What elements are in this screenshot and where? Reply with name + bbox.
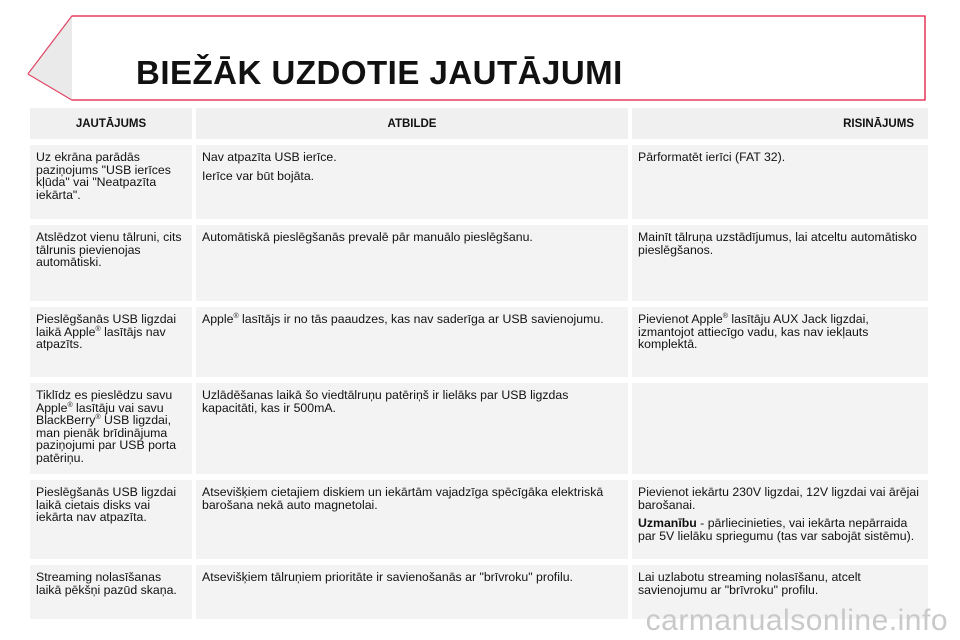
solution-cell: Pievienot Apple® lasītāju AUX Jack ligzdai, izmantojot attiecīgo vadu, kas nav iekļauts komplektā. — [630, 304, 928, 380]
solution-text: Pārformatēt ierīci (FAT 32). — [638, 150, 786, 164]
question-cell: Pieslēgšanās USB ligzdai laikā cietais disks vai iekārta nav atpazīta. — [30, 477, 194, 562]
faq-table — [30, 108, 928, 625]
answer-text: Nav atpazīta USB ierīce. — [202, 150, 337, 164]
answer-text: Ierīce var būt bojāta. — [202, 168, 315, 183]
table-row — [30, 380, 928, 477]
answer-text: Uzlādēšanas laikā šo viedtālruņu patēriņš ir lielāks par USB ligzdas kapacitāti, kas ir 500mA. — [202, 388, 569, 415]
page-title: BIEŽĀK UZDOTIE JAUTĀJUMI — [136, 54, 623, 91]
answer-cell — [194, 222, 630, 304]
question-cell: Pieslēgšanās USB ligzdai laikā Apple® lasītājs nav atpazīts. — [30, 304, 194, 380]
question-cell: Streaming nolasīšanas laikā pēkšņi pazūd skaņa. — [30, 562, 194, 622]
solution-text: Mainīt tālruņa uzstādījumus, lai atceltu automātisko pieslēgšanos. — [638, 230, 917, 257]
table-header-row — [30, 108, 928, 142]
solution-text: Lai uzlabotu streaming nolasīšanu, atcelt savienojumu ar "brīvroku" profilu. — [638, 570, 861, 597]
warning-text: - pārliecinieties, vai iekārta nepārraida par 5V lielāku spriegumu (tas var sabojāt sistēmu). — [638, 516, 915, 543]
solution-cell — [630, 222, 928, 304]
question-cell: Atslēdzot vienu tālruni, cits tālrunis pievienojas automātiski. — [30, 222, 194, 304]
column-header-solution: RISINĀJUMS — [630, 108, 928, 142]
column-header-answer: ATBILDE — [194, 108, 630, 142]
answer-cell — [194, 380, 630, 477]
table-row — [30, 222, 928, 304]
answer-text: Atsevišķiem tālruņiem prioritāte ir savienošanās ar "brīvroku" profilu. — [202, 570, 573, 584]
solution-warning — [638, 517, 923, 542]
answer-cell — [194, 477, 630, 562]
answer-cell — [194, 142, 630, 222]
question-cell: Uz ekrāna parādās paziņojums "USB ierīces kļūda" vai "Neatpazīta iekārta". — [30, 142, 194, 222]
table-row — [30, 142, 928, 222]
column-header-question: JAUTĀJUMS — [30, 108, 194, 142]
answer-text: Atsevišķiem cietajiem diskiem un iekārtām vajadzīga spēcīgāka elektriskā barošana nekā auto magnetolai. — [202, 485, 604, 512]
table-row — [30, 477, 928, 562]
warning-label: Uzmanību — [638, 516, 697, 530]
solution-text: Pievienot iekārtu 230V ligzdai, 12V ligzdai vai ārējai barošanai. — [638, 485, 919, 512]
solution-cell — [630, 380, 928, 477]
answer-cell — [194, 562, 630, 622]
solution-cell — [630, 477, 928, 562]
answer-text: Automātiskā pieslēgšanās prevalē pār manuālo pieslēgšanu. — [202, 230, 533, 244]
solution-cell — [630, 142, 928, 222]
answer-cell: Apple® lasītājs ir no tās paaudzes, kas nav saderīga ar USB savienojumu. — [194, 304, 630, 380]
table-row — [30, 304, 928, 380]
question-cell: Tiklīdz es pieslēdzu savu Apple® lasītāju vai savu BlackBerry® USB ligzdai, man pienāk brīdinājuma paziņojumi par USB porta patēriņu. — [30, 380, 194, 477]
watermark: carmanualsonline.info — [645, 604, 948, 637]
